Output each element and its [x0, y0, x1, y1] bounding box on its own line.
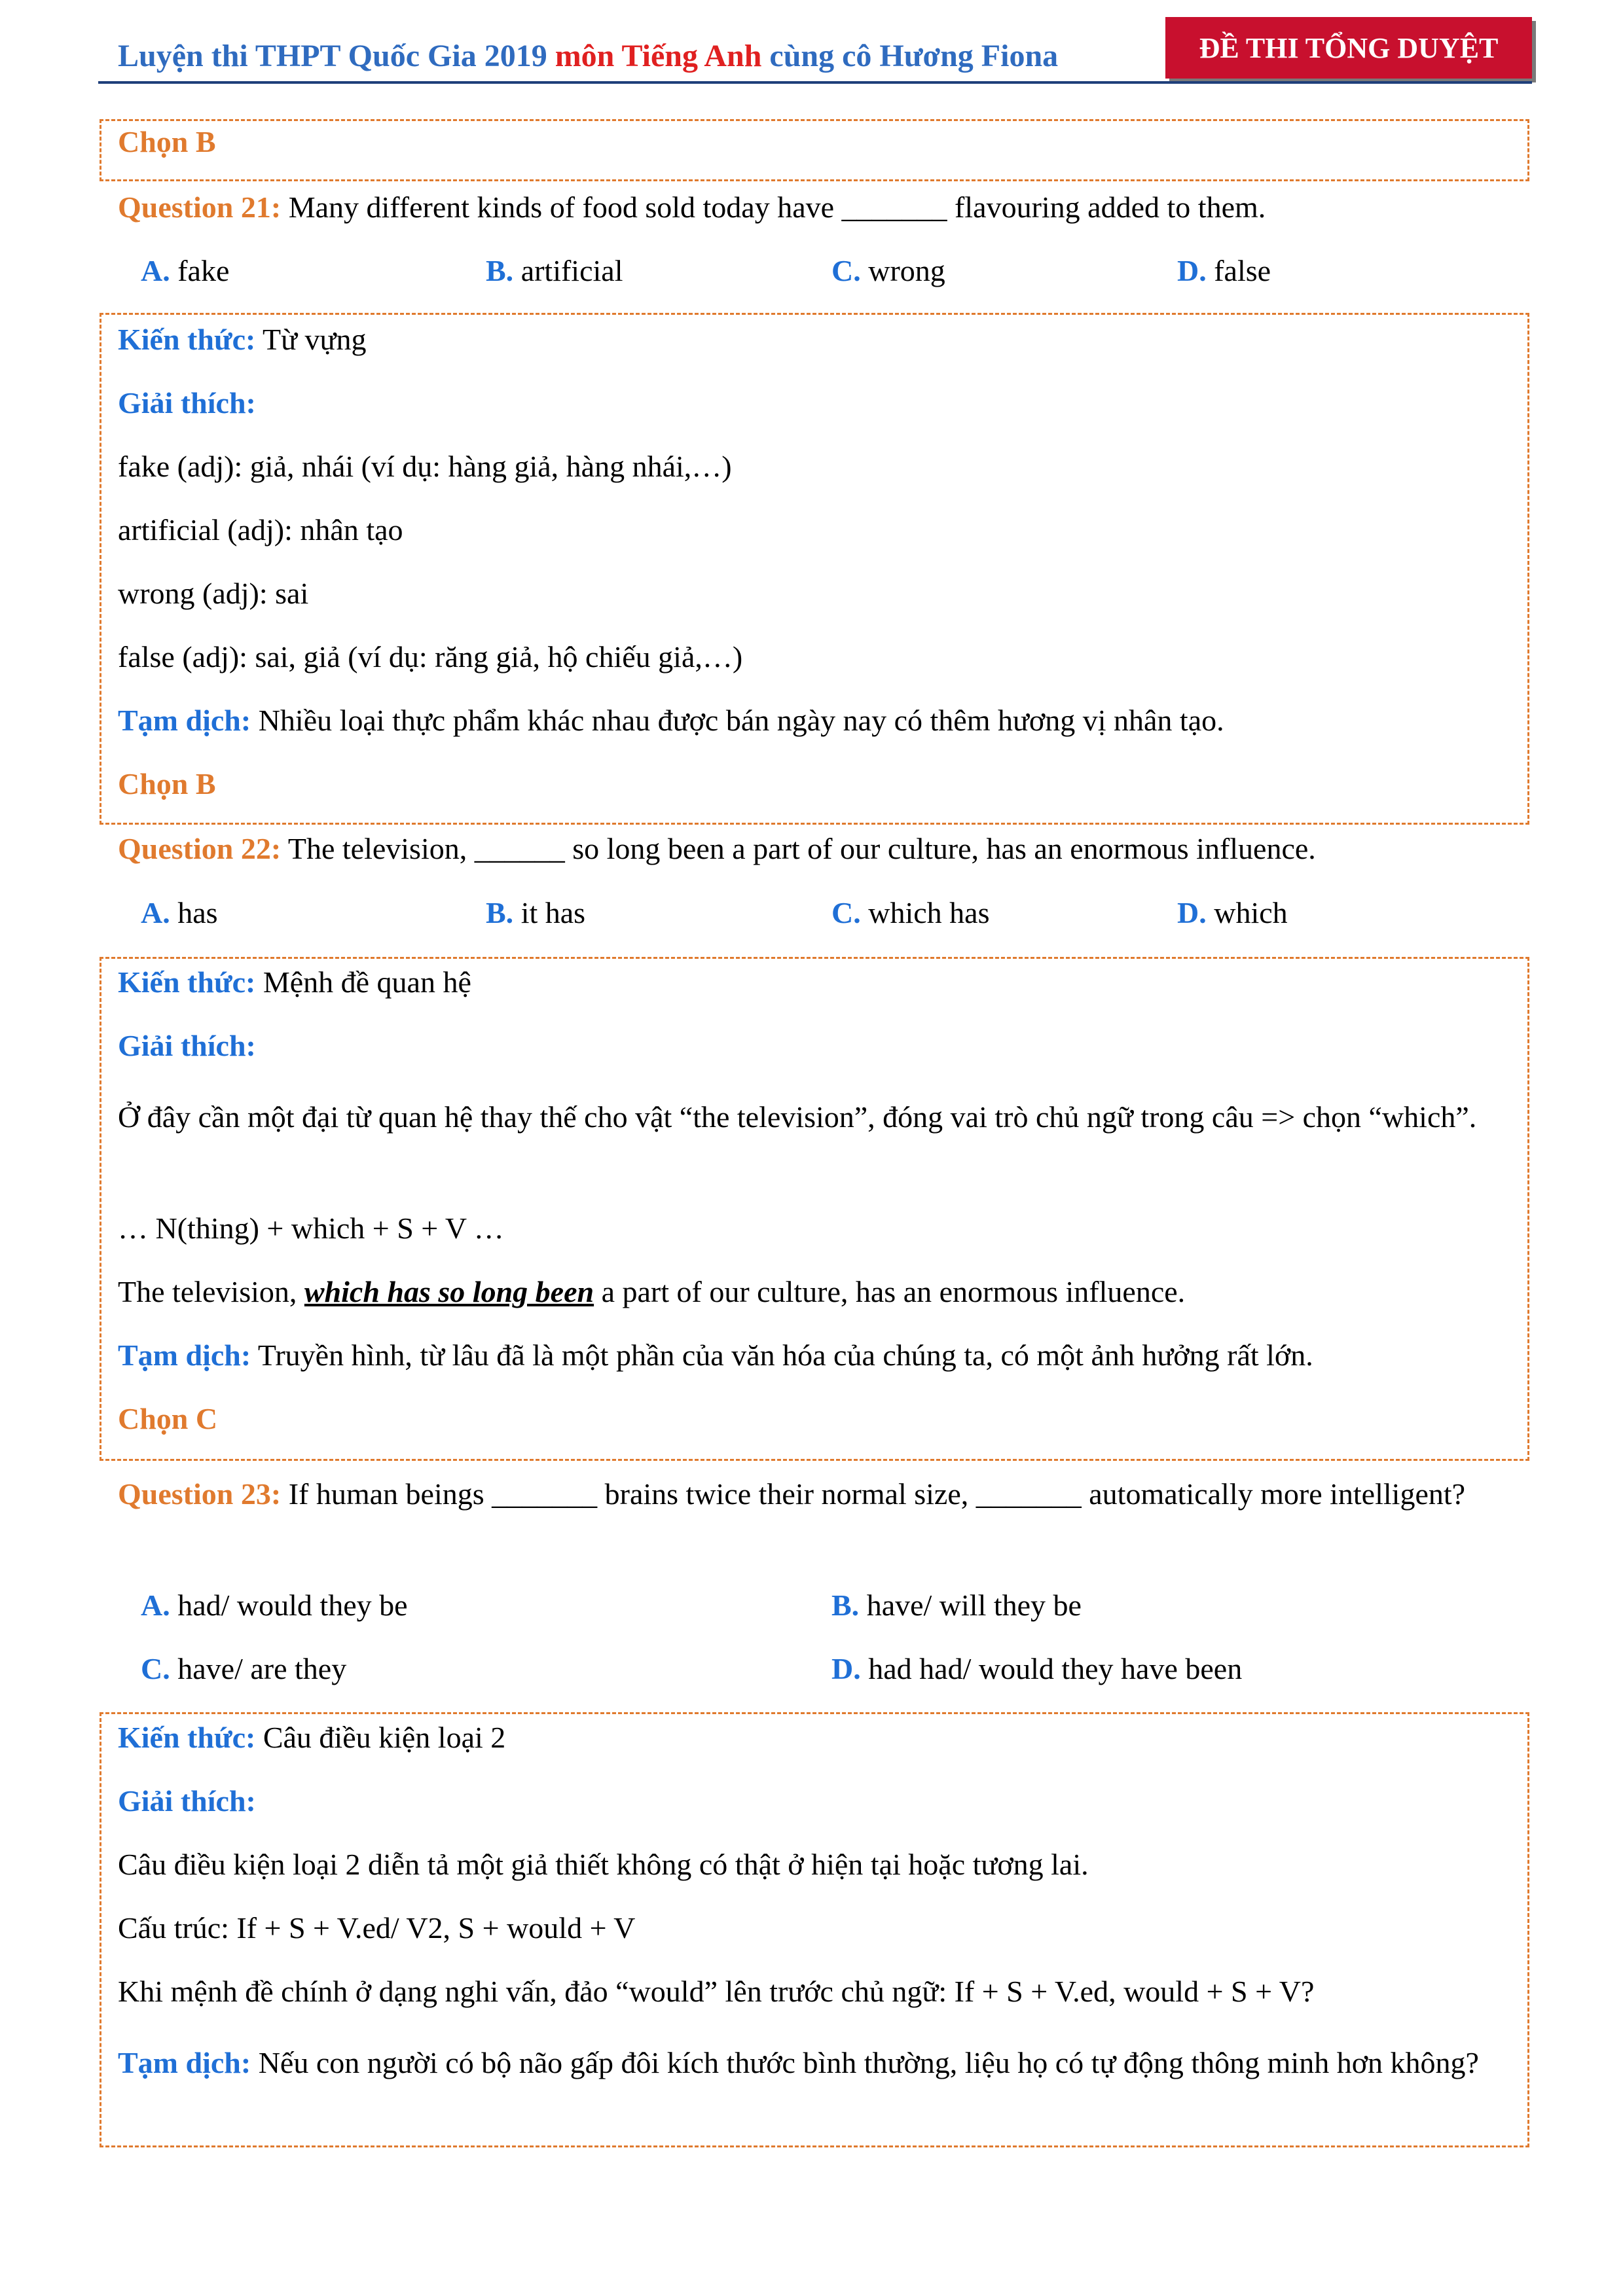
q23-explain-line: Khi mệnh đề chính ở dạng nghi vấn, đảo “would” lên trước chủ ngữ: If + S + V.ed, would + S + V?	[118, 1975, 1315, 2008]
q23-option-c: C. have/ are they	[141, 1652, 347, 1685]
q21-option-c: C. wrong	[831, 254, 945, 287]
q21-option-d: D. false	[1177, 254, 1271, 287]
page-header	[98, 13, 1532, 85]
q23-explain-line: Câu điều kiện loại 2 diễn tả một giả thiết không có thật ở hiện tại hoặc tương lai.	[118, 1848, 1089, 1881]
q22-choose-answer: Chọn C	[118, 1402, 218, 1435]
q23-translation: Tạm dịch: Nếu con người có bộ não gấp đôi kích thước bình thường, liệu họ có tự động thông minh hơn không?	[118, 2046, 1479, 2079]
exam-badge: ĐỀ THI TỔNG DUYỆT	[1165, 17, 1532, 79]
q22-option-b: B. it has	[486, 896, 586, 929]
q23-knowledge: Kiến thức: Câu điều kiện loại 2	[118, 1721, 506, 1754]
header-title: Luyện thi THPT Quốc Gia 2019 môn Tiếng Anh cùng cô Hương Fiona	[118, 39, 1059, 73]
q22-knowledge: Kiến thức: Mệnh đề quan hệ	[118, 965, 471, 999]
q22-example: The television, which has so long been a part of our culture, has an enormous influence.	[118, 1275, 1186, 1308]
q21-knowledge: Kiến thức: Từ vựng	[118, 323, 367, 356]
q22-explain-paragraph: Ở đây cần một đại từ quan hệ thay thế cho vật “the television”, đóng vai trò chủ ngữ trong câu => chọn “which”.	[118, 1100, 1477, 1134]
q21-explain-line: wrong (adj): sai	[118, 577, 309, 610]
q22-translation: Tạm dịch: Truyền hình, từ lâu đã là một phần của văn hóa của chúng ta, có một ảnh hưởng rất lớn.	[118, 1338, 1313, 1372]
q22-explain-heading: Giải thích:	[118, 1029, 256, 1062]
q23-option-d: D. had had/ would they have been	[831, 1652, 1243, 1685]
q23-option-b: B. have/ will they be	[831, 1588, 1082, 1622]
question-21: Question 21: Many different kinds of food sold today have _______ flavouring added to them.	[118, 190, 1266, 224]
q21-translation: Tạm dịch: Nhiều loại thực phẩm khác nhau được bán ngày nay có thêm hương vị nhân tạo.	[118, 704, 1224, 737]
q22-option-a: A. has	[141, 896, 218, 929]
q21-explain-line: false (adj): sai, giả (ví dụ: răng giả, hộ chiếu giả,…)	[118, 640, 743, 673]
q21-explain-line: artificial (adj): nhân tạo	[118, 513, 403, 547]
q21-option-a: A. fake	[141, 254, 230, 287]
q21-explain-line: fake (adj): giả, nhái (ví dụ: hàng giả, hàng nhái,…)	[118, 450, 732, 483]
question-23: Question 23: If human beings _______ brains twice their normal size, _______ automatically more intelligent?	[118, 1477, 1466, 1511]
q22-option-c: C. which has	[831, 896, 990, 929]
header-divider	[98, 81, 1532, 84]
q23-option-a: A. had/ would they be	[141, 1588, 408, 1622]
q22-option-d: D. which	[1177, 896, 1288, 929]
q21-option-b: B. artificial	[486, 254, 623, 287]
question-22: Question 22: The television, ______ so long been a part of our culture, has an enormous influence.	[118, 832, 1316, 865]
q22-structure: … N(thing) + which + S + V …	[118, 1211, 504, 1245]
q23-explain-heading: Giải thích:	[118, 1784, 256, 1818]
q23-explain-line: Cấu trúc: If + S + V.ed/ V2, S + would + V	[118, 1911, 636, 1945]
choose-answer-prev: Chọn B	[118, 125, 216, 158]
q21-explain-heading: Giải thích:	[118, 386, 256, 420]
q21-choose-answer: Chọn B	[118, 767, 216, 800]
